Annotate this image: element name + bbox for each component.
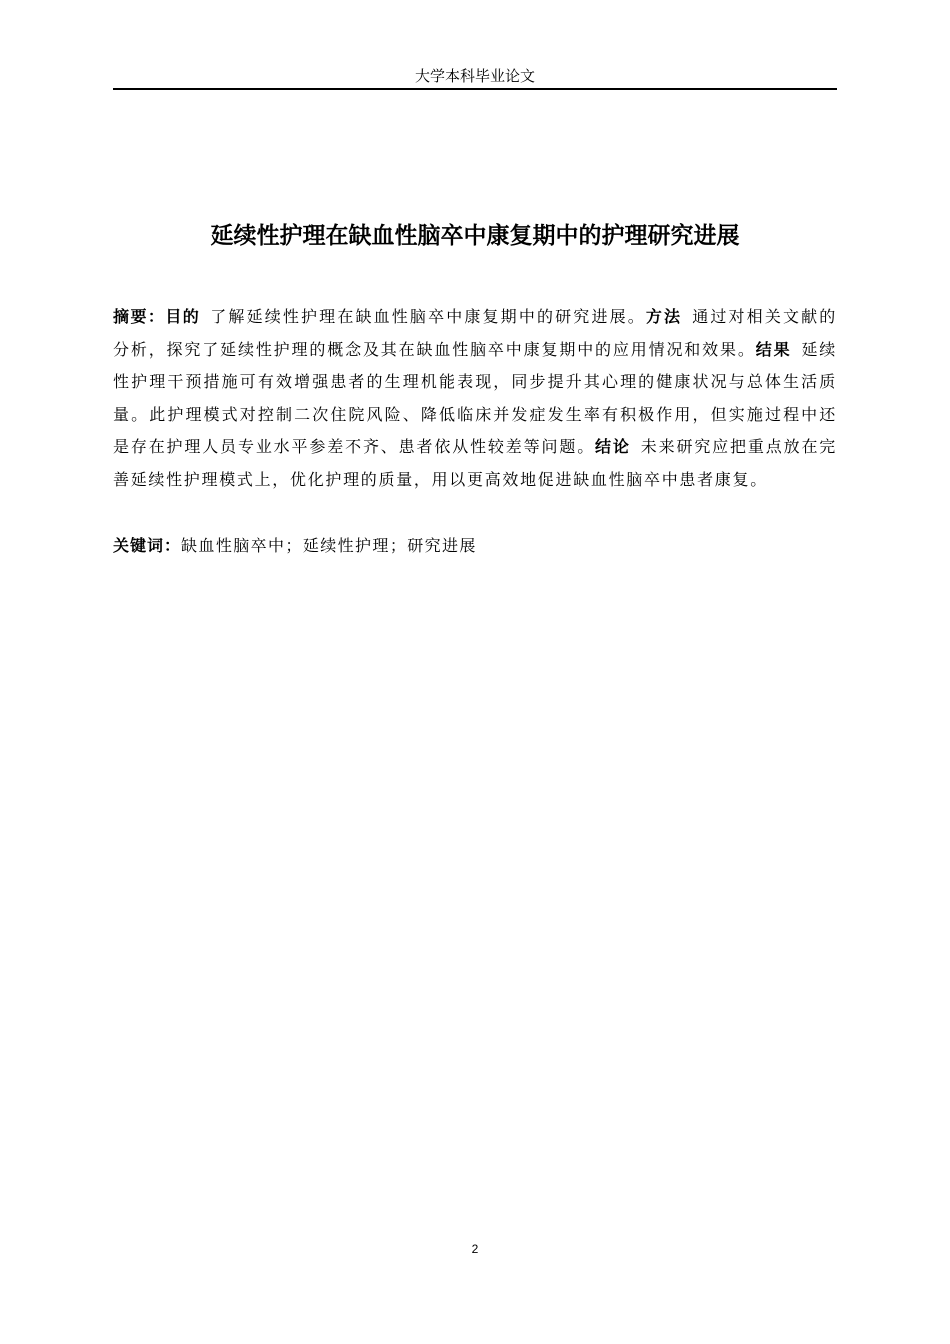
abstract-lead-label: 摘要：: [113, 307, 166, 326]
objective-label: 目的: [165, 307, 201, 326]
keywords-text: 缺血性脑卒中；延续性护理；研究进展: [181, 536, 477, 555]
conclusion-label: 结论: [595, 437, 631, 456]
abstract: [113, 301, 837, 496]
result-text: 延续性护理干预措施可有效增强患者的生理机能表现，同步提升其心理的健康状况与总体生活质量。此护理模式对控制二次住院风险、降低临床并发症发生率有积极作用，但实施过程中还是存在护理人员专业水平参差不齐、患者依从性较差等问题。: [113, 339, 838, 456]
result-label: 结果: [755, 339, 792, 359]
running-header: 大学本科毕业论文: [414, 67, 535, 85]
conclusion-text: 未来研究应把重点放在完善延续性护理模式上，优化护理的质量，用以更高效地促进缺血性脑卒中患者康复。: [113, 437, 838, 489]
paper-title: 延续性护理在缺血性脑卒中康复期中的护理研究进展: [210, 223, 740, 249]
page-number: 2: [471, 1242, 479, 1256]
keywords-label: 关键词：: [113, 536, 182, 555]
header-rule: [113, 88, 837, 90]
method-text: 通过对相关文献的分析，探究了延续性护理的概念及其在缺血性脑卒中康复期中的应用情况和效果。: [113, 307, 837, 359]
method-label: 方法: [645, 307, 683, 326]
keywords: [113, 531, 837, 561]
objective-text: 了解延续性护理在缺血性脑卒中康复期中的研究进展。: [210, 307, 646, 326]
